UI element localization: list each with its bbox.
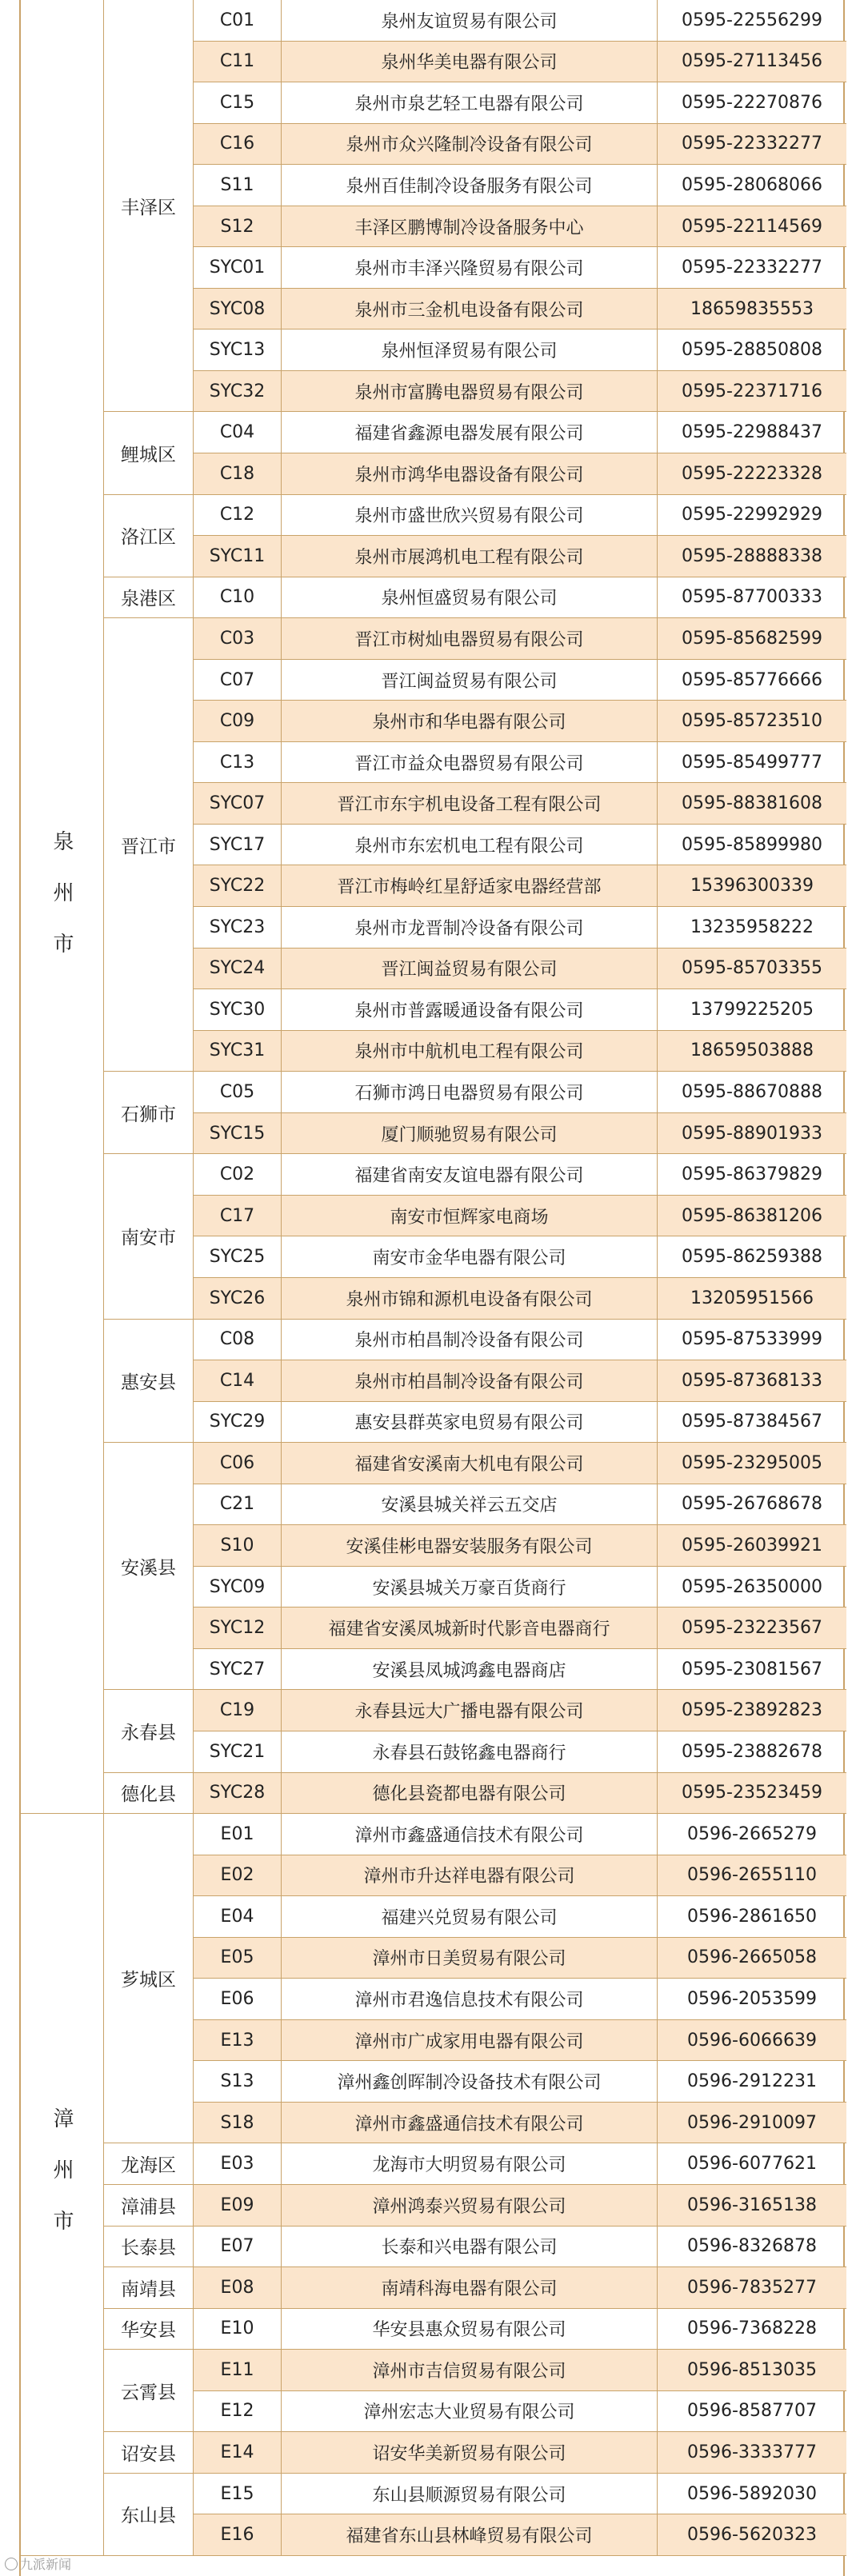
company-name: 泉州百佳制冷设备服务有限公司 (282, 165, 658, 206)
company-name: 诏安华美新贸易有限公司 (282, 2432, 658, 2474)
phone-number: 0596-2912231 (658, 2061, 846, 2103)
dealer-code: C09 (194, 701, 282, 742)
dealer-code: SYC26 (194, 1278, 282, 1320)
dealer-code: E10 (194, 2309, 282, 2350)
dealer-code: E09 (194, 2185, 282, 2227)
dealer-code: E07 (194, 2227, 282, 2268)
phone-number: 0595-26039921 (658, 1525, 846, 1567)
company-name: 泉州恒盛贸易有限公司 (282, 577, 658, 619)
dealer-code: C17 (194, 1196, 282, 1237)
phone-number: 0595-22371716 (658, 371, 846, 413)
district-cell: 惠安县 (104, 1320, 194, 1444)
company-name: 漳州鑫创晖制冷设备技术有限公司 (282, 2061, 658, 2103)
dealer-code: SYC11 (194, 536, 282, 577)
phone-number: 0595-87533999 (658, 1320, 846, 1361)
company-name: 东山县顺源贸易有限公司 (282, 2474, 658, 2515)
phone-number: 0595-26768678 (658, 1484, 846, 1526)
dealer-code: E15 (194, 2474, 282, 2515)
phone-number: 13235958222 (658, 907, 846, 949)
dealer-code: SYC28 (194, 1773, 282, 1815)
phone-number: 0595-23882678 (658, 1731, 846, 1773)
company-name: 安溪县城关祥云五交店 (282, 1484, 658, 1526)
dealer-code: C15 (194, 82, 282, 124)
company-name: 泉州市富腾电器贸易有限公司 (282, 371, 658, 413)
dealer-code: SYC25 (194, 1236, 282, 1278)
dealer-code: SYC22 (194, 865, 282, 907)
phone-number: 0595-85776666 (658, 660, 846, 701)
dealer-code: E02 (194, 1855, 282, 1897)
dealer-code: C19 (194, 1690, 282, 1731)
company-name: 泉州市鸿华电器设备有限公司 (282, 453, 658, 495)
company-name: 安溪县城关万豪百货商行 (282, 1567, 658, 1608)
company-name: 漳州市吉信贸易有限公司 (282, 2350, 658, 2391)
district-cell: 德化县 (104, 1773, 194, 1815)
company-name: 泉州市普露暖通设备有限公司 (282, 989, 658, 1031)
company-name: 福建省鑫源电器发展有限公司 (282, 412, 658, 453)
phone-number: 0595-85723510 (658, 701, 846, 742)
dealer-code: SYC15 (194, 1113, 282, 1155)
company-name: 长泰和兴电器有限公司 (282, 2227, 658, 2268)
company-name: 漳州市鑫盛通信技术有限公司 (282, 1814, 658, 1855)
company-name: 泉州市柏昌制冷设备有限公司 (282, 1360, 658, 1402)
district-cell: 诏安县 (104, 2432, 194, 2474)
company-name: 泉州市泉艺轻工电器有限公司 (282, 82, 658, 124)
dealer-code: C10 (194, 577, 282, 619)
district-cell: 丰泽区 (104, 0, 194, 412)
phone-number: 0596-8587707 (658, 2391, 846, 2433)
company-name: 安溪佳彬电器安装服务有限公司 (282, 1525, 658, 1567)
district-cell: 芗城区 (104, 1814, 194, 2143)
dealer-code: E06 (194, 1979, 282, 2020)
dealer-code: SYC09 (194, 1567, 282, 1608)
phone-number: 0595-27113456 (658, 42, 846, 83)
dealer-code: E14 (194, 2432, 282, 2474)
company-name: 福建省安溪南大机电有限公司 (282, 1443, 658, 1484)
phone-number: 0595-88381608 (658, 783, 846, 825)
dealer-table (19, 0, 845, 2576)
dealer-code: C07 (194, 660, 282, 701)
phone-number: 0595-22332277 (658, 124, 846, 166)
dealer-code: C02 (194, 1154, 282, 1196)
dealer-code: C12 (194, 495, 282, 537)
phone-number: 0595-23523459 (658, 1773, 846, 1815)
company-name: 泉州恒泽贸易有限公司 (282, 329, 658, 371)
phone-number: 0596-2665279 (658, 1814, 846, 1855)
phone-number: 0595-88670888 (658, 1072, 846, 1113)
district-cell: 永春县 (104, 1690, 194, 1772)
dealer-code: E16 (194, 2514, 282, 2556)
phone-number: 0596-2861650 (658, 1896, 846, 1938)
company-name: 泉州市展鸿机电工程有限公司 (282, 536, 658, 577)
company-name: 泉州市龙晋制冷设备有限公司 (282, 907, 658, 949)
dealer-code: SYC12 (194, 1608, 282, 1649)
phone-number: 0595-28850808 (658, 329, 846, 371)
phone-number: 0595-23295005 (658, 1443, 846, 1484)
phone-number: 13205951566 (658, 1278, 846, 1320)
dealer-code: C08 (194, 1320, 282, 1361)
company-name: 南安市恒辉家电商场 (282, 1196, 658, 1237)
phone-number: 15396300339 (658, 865, 846, 907)
dealer-code: S13 (194, 2061, 282, 2103)
phone-number: 0596-8513035 (658, 2350, 846, 2391)
phone-number: 0596-2655110 (658, 1855, 846, 1897)
company-name: 南安市金华电器有限公司 (282, 1236, 658, 1278)
company-name: 漳州宏志大业贸易有限公司 (282, 2391, 658, 2433)
phone-number: 0596-5620323 (658, 2514, 846, 2556)
phone-number: 0595-28068066 (658, 165, 846, 206)
phone-number: 0596-6077621 (658, 2143, 846, 2185)
company-name: 德化县瓷都电器有限公司 (282, 1773, 658, 1815)
dealer-code: C11 (194, 42, 282, 83)
company-name: 漳州市日美贸易有限公司 (282, 1938, 658, 1979)
company-name: 永春县石鼓铭鑫电器商行 (282, 1731, 658, 1773)
phone-number: 0595-26350000 (658, 1567, 846, 1608)
phone-number: 0595-22988437 (658, 412, 846, 453)
dealer-code: SYC29 (194, 1402, 282, 1444)
district-cell: 石狮市 (104, 1072, 194, 1154)
dealer-code: E11 (194, 2350, 282, 2391)
company-name: 泉州华美电器有限公司 (282, 42, 658, 83)
phone-number: 0596-8326878 (658, 2227, 846, 2268)
company-name: 泉州市三金机电设备有限公司 (282, 289, 658, 330)
company-name: 安溪县凤城鸿鑫电器商店 (282, 1649, 658, 1691)
dealer-code: C21 (194, 1484, 282, 1526)
phone-number: 0595-85703355 (658, 949, 846, 990)
company-name: 晋江市东宇机电设备工程有限公司 (282, 783, 658, 825)
phone-number: 0595-22992929 (658, 495, 846, 537)
dealer-code: C06 (194, 1443, 282, 1484)
district-cell: 东山县 (104, 2474, 194, 2556)
dealer-code: C05 (194, 1072, 282, 1113)
company-name: 泉州市东宏机电工程有限公司 (282, 825, 658, 866)
district-cell: 华安县 (104, 2309, 194, 2350)
company-name: 福建兴兑贸易有限公司 (282, 1896, 658, 1938)
company-name: 泉州市锦和源机电设备有限公司 (282, 1278, 658, 1320)
district-cell: 龙海区 (104, 2143, 194, 2185)
dealer-code: SYC24 (194, 949, 282, 990)
dealer-code: SYC07 (194, 783, 282, 825)
dealer-code: C03 (194, 618, 282, 660)
phone-number: 0595-85899980 (658, 825, 846, 866)
phone-number: 0596-3333777 (658, 2432, 846, 2474)
dealer-code: C18 (194, 453, 282, 495)
phone-number: 0596-2910097 (658, 2103, 846, 2144)
phone-number: 0596-7835277 (658, 2267, 846, 2309)
phone-number: 0596-2665058 (658, 1938, 846, 1979)
company-name: 漳州鸿泰兴贸易有限公司 (282, 2185, 658, 2227)
dealer-code: SYC27 (194, 1649, 282, 1691)
dealer-code: SYC21 (194, 1731, 282, 1773)
phone-number: 0595-22270876 (658, 82, 846, 124)
district-cell: 漳浦县 (104, 2185, 194, 2227)
dealer-code: C04 (194, 412, 282, 453)
phone-number: 0595-86379829 (658, 1154, 846, 1196)
district-cell: 安溪县 (104, 1443, 194, 1690)
dealer-code: E13 (194, 2020, 282, 2062)
company-name: 丰泽区鹏博制冷设备服务中心 (282, 206, 658, 248)
district-cell: 南安市 (104, 1154, 194, 1319)
company-name: 晋江闽益贸易有限公司 (282, 660, 658, 701)
company-name: 福建省南安友谊电器有限公司 (282, 1154, 658, 1196)
phone-number: 0595-87700333 (658, 577, 846, 619)
dealer-code: SYC23 (194, 907, 282, 949)
phone-number: 0595-85499777 (658, 742, 846, 784)
phone-number: 0595-88901933 (658, 1113, 846, 1155)
watermark-icon (5, 2558, 18, 2570)
district-cell: 泉港区 (104, 577, 194, 619)
district-cell: 长泰县 (104, 2227, 194, 2268)
phone-number: 18659503888 (658, 1031, 846, 1072)
company-name: 泉州市盛世欣兴贸易有限公司 (282, 495, 658, 537)
company-name: 漳州市君逸信息技术有限公司 (282, 1979, 658, 2020)
dealer-code: E01 (194, 1814, 282, 1855)
company-name: 泉州市柏昌制冷设备有限公司 (282, 1320, 658, 1361)
district-cell: 洛江区 (104, 495, 194, 577)
district-cell: 南靖县 (104, 2267, 194, 2309)
watermark (5, 2554, 71, 2573)
dealer-code: C14 (194, 1360, 282, 1402)
dealer-code: E05 (194, 1938, 282, 1979)
company-name: 福建省安溪凤城新时代影音电器商行 (282, 1608, 658, 1649)
dealer-code: E03 (194, 2143, 282, 2185)
dealer-code: E04 (194, 1896, 282, 1938)
city-cell: 漳州市 (21, 1814, 104, 2556)
phone-number: 0595-87384567 (658, 1402, 846, 1444)
dealer-code: C01 (194, 0, 282, 42)
company-name: 泉州市中航机电工程有限公司 (282, 1031, 658, 1072)
phone-number: 0595-85682599 (658, 618, 846, 660)
company-name: 南靖科海电器有限公司 (282, 2267, 658, 2309)
district-cell: 云霄县 (104, 2350, 194, 2432)
company-name: 泉州市众兴隆制冷设备有限公司 (282, 124, 658, 166)
dealer-code: C16 (194, 124, 282, 166)
company-name: 惠安县群英家电贸易有限公司 (282, 1402, 658, 1444)
dealer-code: SYC01 (194, 247, 282, 289)
company-name: 泉州市丰泽兴隆贸易有限公司 (282, 247, 658, 289)
company-name: 晋江闽益贸易有限公司 (282, 949, 658, 990)
dealer-code: SYC31 (194, 1031, 282, 1072)
district-cell: 鲤城区 (104, 412, 194, 494)
company-name: 漳州市鑫盛通信技术有限公司 (282, 2103, 658, 2144)
dealer-code: SYC08 (194, 289, 282, 330)
company-name: 石狮市鸿日电器贸易有限公司 (282, 1072, 658, 1113)
phone-number: 0595-86259388 (658, 1236, 846, 1278)
phone-number: 0596-3165138 (658, 2185, 846, 2227)
phone-number: 0595-23081567 (658, 1649, 846, 1691)
dealer-code: S12 (194, 206, 282, 248)
phone-number: 18659835553 (658, 289, 846, 330)
phone-number: 0596-5892030 (658, 2474, 846, 2515)
phone-number: 0595-22114569 (658, 206, 846, 248)
dealer-code: E12 (194, 2391, 282, 2433)
phone-number: 0595-86381206 (658, 1196, 846, 1237)
dealer-code: SYC32 (194, 371, 282, 413)
company-name: 福建省东山县林峰贸易有限公司 (282, 2514, 658, 2556)
phone-number: 0595-23892823 (658, 1690, 846, 1731)
company-name: 泉州市和华电器有限公司 (282, 701, 658, 742)
dealer-code: E08 (194, 2267, 282, 2309)
company-name: 漳州市升达祥电器有限公司 (282, 1855, 658, 1897)
dealer-code: SYC17 (194, 825, 282, 866)
phone-number: 0596-2053599 (658, 1979, 846, 2020)
phone-number: 0595-22556299 (658, 0, 846, 42)
company-name: 华安县惠众贸易有限公司 (282, 2309, 658, 2350)
company-name: 晋江市益众电器贸易有限公司 (282, 742, 658, 784)
dealer-code: S18 (194, 2103, 282, 2144)
company-name: 龙海市大明贸易有限公司 (282, 2143, 658, 2185)
phone-number: 0596-6066639 (658, 2020, 846, 2062)
company-name: 漳州市广成家用电器有限公司 (282, 2020, 658, 2062)
phone-number: 0595-87368133 (658, 1360, 846, 1402)
dealer-code: S10 (194, 1525, 282, 1567)
dealer-code: C13 (194, 742, 282, 784)
company-name: 厦门顺驰贸易有限公司 (282, 1113, 658, 1155)
company-name: 晋江市梅岭红星舒适家电器经营部 (282, 865, 658, 907)
dealer-code: SYC13 (194, 329, 282, 371)
city-cell: 泉州市 (21, 0, 104, 1814)
phone-number: 0595-28888338 (658, 536, 846, 577)
district-cell: 晋江市 (104, 618, 194, 1072)
phone-number: 0595-22332277 (658, 247, 846, 289)
dealer-code: S11 (194, 165, 282, 206)
company-name: 永春县远大广播电器有限公司 (282, 1690, 658, 1731)
phone-number: 0596-7368228 (658, 2309, 846, 2350)
watermark-text: 九派新闻 (20, 2558, 72, 2572)
phone-number: 0595-22223328 (658, 453, 846, 495)
phone-number: 0595-23223567 (658, 1608, 846, 1649)
company-name: 泉州友谊贸易有限公司 (282, 0, 658, 42)
phone-number: 13799225205 (658, 989, 846, 1031)
dealer-code: SYC30 (194, 989, 282, 1031)
company-name: 晋江市树灿电器贸易有限公司 (282, 618, 658, 660)
